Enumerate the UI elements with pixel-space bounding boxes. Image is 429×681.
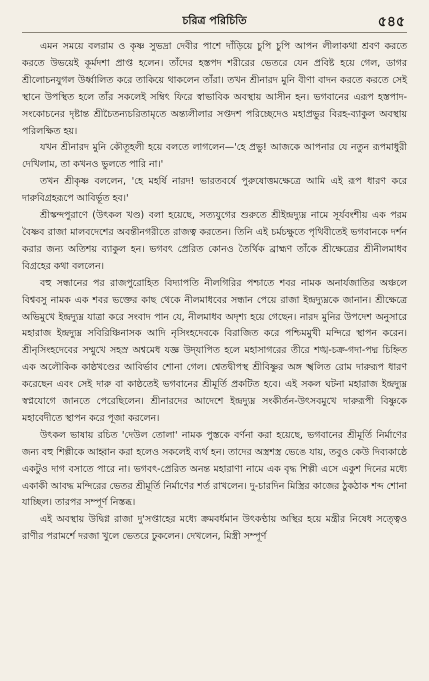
page-body — [22, 39, 407, 546]
paragraph-1: এমন সময়ে বলরাম ও কৃষ্ণ সুভদ্রা দেবীর পাশে দাঁড়িয়ে চুপি চুপি আপন লীলাকথা শ্রবণ করতে করতে উভয়েই কূর্মদশা প্রাপ্ত হলেন। তাঁদের হস্তপদ শরীরের ভেতরে যেন প্রবিষ্ট হয়ে গেল, ডাগর শ্রীলোচনযুগল উর্ধ্বালিত করে তাকিয়ে থাকলেন তাঁরা। তখন শ্রীনারদ মুনি বীণা বাদন করতে করতে সেই স্থানে উপস্থিত হলে তাঁর সকলেই সম্বিৎ ফিরে স্বাভাবিক অবস্থায় আসীন হন। ভগবানের এরূপ হস্তপাদ-সংকোচনের দৃষ্টান্ত শ্রীচৈতন্যচরিতামৃতে অন্ত্যলীলার সপ্তদশ পরিচ্ছেদেও মহাপ্রভুর বিরহ-ব্যাকুল অবস্থায় পরিলক্ষিত হয়। — [22, 41, 407, 137]
paragraph-6: উৎকল ভাষায় রচিত 'দেউল তোলা' নামক পুস্তকে বর্ণনা করা হয়েছে, ভগবানের শ্রীমূর্তি নির্মাণের জন্য বহু শিল্পীকে আহ্বান করা হলেও সকলেই ব্যর্থ হন। তাদের অস্ত্রশস্ত্র ভেঙে যায়, তবুও কেউ দিব্যকাষ্ঠে একটুও দাগ বসাতে পারে না। ভগবৎ-প্রেরিত অনন্ত মহারাণা নামে এক বৃদ্ধ শিল্পী এসে একুশ দিনের মধ্যে একাকী আবদ্ধ মন্দিরের ভেতর শ্রীমূর্তি নির্মাণের শর্ত রাখলেন। দু-চারদিন মিস্ত্রির কাজের ঠুকঠাক শব্দ শোনা যাচ্ছিল। তারপর সম্পূর্ণ নিস্তব্ধ। — [22, 429, 407, 509]
paragraph-2: যখন শ্রীনারদ মুনি কৌতূহলী হয়ে বলতে লাগলেন—'হে প্রভু! আজকে আপনার যে নতুন রূপমাধুরী দেখিলাম, তা কখনও ভুলতে পারি না।' — [22, 142, 407, 171]
paragraph-4: শ্রীস্কন্দপুরাণে (উৎকল খণ্ড) বলা হয়েছে, সত্যযুগের শুরুতে শ্রীইন্দ্রদ্যুম্ন নামে সূর্যবংশীয় এক পরম বৈষ্ণব রাজা মালবদেশের অবন্তীনগরীতে রাজত্ব করতেন। তিনি এই চর্মচক্ষুতে পৃথিবীতেই ভগবানকে দর্শন করার জন্য অতিশয় ব্যাকুল হন। ভগবৎ প্রেরিত কোনও তৈর্থিক ব্রাহ্মণ তাঁকে শ্রীক্ষেত্রের শ্রীনীলমাধব বিগ্রহের কথা বললেন। — [22, 210, 407, 272]
page-number: ৫৪৫ — [377, 14, 405, 30]
running-title: চরিত্র পরিচিতি — [182, 14, 247, 27]
paragraph-3: তখন শ্রীকৃষ্ণ বললেন, 'হে মহর্ষি নারদ! ভারতবর্ষে পুরুষোত্তমক্ষেত্রে আমি এই রূপ ধারণ করে দারুবিগ্রহরূপে আবির্ভূত হব।' — [22, 176, 407, 205]
paragraph-5: বহু সন্ধানের পর রাজপুরোহিত বিদ্যাপতি নীলগিরির পশ্চাতে শবর নামক অনার্যজাতির অঞ্চলে বিশ্ববসু নামক এক শবর ভক্তের কাছ থেকে নীলমাধবের সন্ধান পেয়ে রাজা ইন্দ্রদ্যুম্নকে জানান। শ্রীক্ষেত্রে অভিমুখে ইন্দ্রদ্যুম্ন যাত্রা করে সংবাদ পান যে, নীলমাধব অদৃশ্য হয়ে গেছেন। নারদ মুনির উপদেশ অনুসারে মহারাজ ইন্দ্রদ্যুম্ন সবিরিঞ্চিনাসক আদি নৃসিংহদেবকে বিরাজিত করে পশ্চিমমুখী মন্দিরে স্থাপন করেন। শ্রীনৃসিংহদেবের সম্মুখে সহস্র অশ্বমেধ যজ্ঞ উদ্‌যাপিত হলে মহাসাগরের তীরে শঙ্খ-চক্র-গদা-পদ্ম চিহ্নিত এক অলৌকিক কাষ্ঠখণ্ডের আবির্ভাব শোনা গেল। শ্বেতদ্বীপস্থ শ্রীবিষ্ণুর অঙ্গ স্খলিত রোম দারুরূপ ধারণ করেছেন এবং সেই দারু বা কাষ্ঠতেই ভগবানের শ্রীমূর্তি প্রকটিত হবে। এই সকল ঘটনা মহারাজ ইন্দ্রদ্যুম্ন স্বপ্নযোগে জানতে পেরেছিলেন। শ্রীনারদের আদেশে ইন্দ্রদ্যুম্ন সংকীর্তন-উৎসবমুখে দারুরূপী বিষ্ণুকে মহাবেদীতে স্থাপন করে পূজা করলেন। — [22, 277, 407, 424]
page-header — [22, 10, 407, 33]
paragraph-7: এই অবস্থায় উদ্বিগ্ন রাজা দু'সপ্তাহের মধ্যে ক্রমবর্ধমান উৎকণ্ঠায় অস্থির হয়ে মন্ত্রীর নিষেধ সত্ত্বেও রাণীর পরামর্শে দরজা খুলে ভেতরে ঢুকলেন। দেখলেন, মিস্ত্রী সম্পূর্ণ — [22, 514, 407, 543]
